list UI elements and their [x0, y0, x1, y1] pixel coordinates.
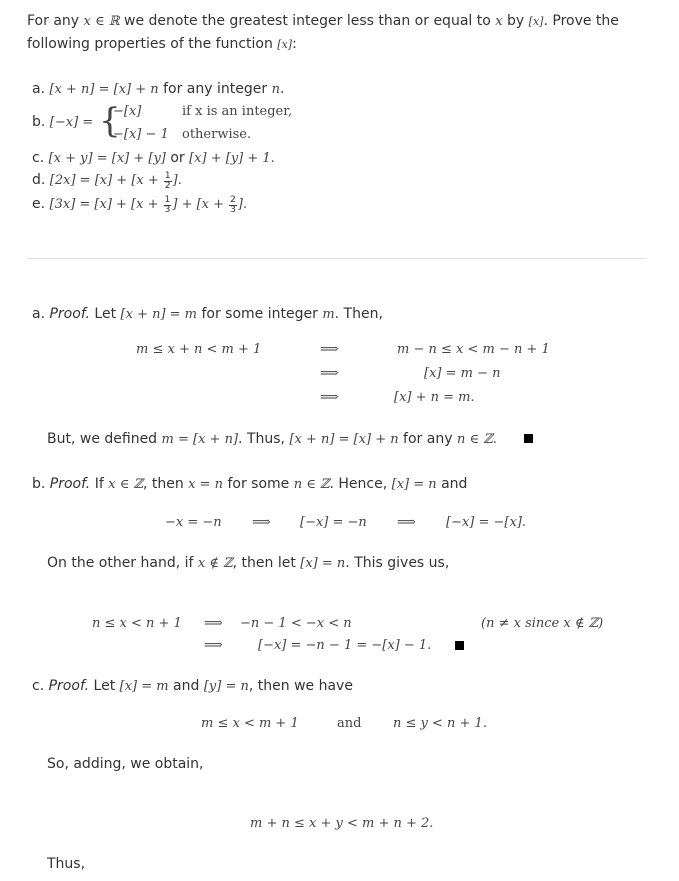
property-b-label: [32, 114, 93, 130]
list-label: b.: [32, 476, 50, 492]
denominator: 3: [230, 205, 236, 216]
math-expression: x ∉ ℤ: [197, 556, 233, 571]
proof-text: But, we defined: [47, 431, 162, 447]
implies-arrow: ⟹: [204, 616, 223, 631]
proof-text: , then let: [232, 555, 301, 571]
math-expression: n ∈ ℤ.: [456, 432, 497, 447]
implies-arrow: ⟹: [397, 515, 416, 530]
section-divider: [27, 258, 647, 259]
fraction: [164, 196, 172, 215]
proof-word: Proof.: [49, 476, 91, 492]
list-label: a.: [32, 306, 50, 322]
math-inequality: m ≤ x + n < m + 1: [136, 342, 262, 357]
math-expression: [x + n] = m: [120, 307, 198, 322]
math-inequality: −n − 1 < −x < n: [240, 616, 352, 631]
math-x-in-reals: x ∈ ℝ: [83, 14, 120, 29]
math-annotation: (n ≠ x since x ∉ ℤ): [481, 616, 604, 631]
list-label: e.: [32, 196, 50, 212]
qed-square: [524, 434, 533, 443]
property-text: for any integer: [158, 81, 272, 97]
case-expression: −[x]: [113, 104, 142, 119]
proof-text: , then we have: [248, 678, 353, 694]
implies-arrow: ⟹: [204, 638, 223, 653]
math-equation: [x] = m − n: [424, 366, 501, 381]
implies-arrow: ⟹: [252, 515, 271, 530]
math-expression: ].: [237, 197, 248, 212]
intro-text: following properties of the function: [27, 36, 278, 52]
proof-a-intro: [32, 306, 383, 322]
proof-text: Let: [89, 306, 121, 322]
list-label: d.: [32, 172, 50, 188]
math-floor-x: [x]: [528, 15, 544, 28]
intro-text: by: [502, 13, 529, 29]
denominator: 2: [164, 181, 171, 192]
denominator: 3: [164, 205, 171, 216]
math-x: x: [495, 14, 503, 29]
proof-b-other-hand: [47, 555, 449, 571]
math-equation: −x = −n: [165, 515, 222, 530]
math-expression: x ∈ ℤ: [108, 477, 143, 492]
proof-text: . Thus,: [238, 431, 290, 447]
math-expression: [y] = n: [203, 679, 249, 694]
math-equation: [x] + n = m.: [394, 390, 475, 405]
proof-text: . Then,: [334, 306, 383, 322]
math-inequality: n ≤ y < n + 1.: [393, 716, 487, 731]
proof-text: . Hence,: [329, 476, 392, 492]
proof-text: So, adding, we obtain,: [47, 756, 204, 772]
fraction: [229, 196, 237, 215]
proof-c-intro: [32, 678, 353, 694]
math-n: n: [271, 82, 280, 97]
math-expression: [x] = m: [119, 679, 169, 694]
property-a: [32, 81, 284, 97]
math-inequality: m ≤ x < m + 1: [201, 716, 299, 731]
list-label: c.: [32, 150, 49, 166]
proof-text: and: [168, 678, 204, 694]
proof-text: for some integer: [197, 306, 323, 322]
numerator: 1: [164, 195, 171, 206]
intro-text: :: [292, 36, 297, 52]
proof-a-conclusion: [47, 431, 497, 447]
math-floor-x: [x]: [277, 38, 293, 51]
proof-text: If: [90, 476, 109, 492]
math-expression: [x] = n: [300, 556, 346, 571]
intro-text: For any: [27, 13, 84, 29]
proof-text: for any: [398, 431, 457, 447]
proof-text: , then: [142, 476, 189, 492]
proof-text: . This gives us,: [345, 555, 450, 571]
implies-arrow: ⟹: [320, 366, 339, 381]
proof-word: Proof.: [48, 678, 90, 694]
math-expression: m = [x + n]: [161, 432, 239, 447]
intro-line-2: [27, 36, 297, 52]
math-equation: [−x] = −n − 1 = −[x] − 1.: [258, 638, 432, 653]
math-expression: x = n: [188, 477, 224, 492]
math-m: m: [322, 307, 335, 322]
math-expression: [x + y] = [x] + [y]: [48, 151, 166, 166]
math-expression: ] + [x +: [172, 197, 229, 212]
qed-square: [455, 641, 464, 650]
list-label: c.: [32, 678, 49, 694]
proof-b-intro: [32, 476, 467, 492]
intro-text: we denote the greatest integer less than or equal to: [119, 13, 496, 29]
proof-text: for some: [223, 476, 294, 492]
case-condition: otherwise.: [182, 127, 252, 142]
proof-text: Let: [89, 678, 120, 694]
math-expression: ].: [172, 173, 182, 188]
case-expression: −[x] − 1: [113, 127, 169, 142]
math-expression: [x + n] = [x] + n: [49, 82, 159, 97]
property-text: or: [165, 150, 190, 166]
property-c: [32, 150, 275, 166]
implies-arrow: ⟹: [320, 390, 339, 405]
list-label: a.: [32, 81, 50, 97]
conjunction: and: [337, 716, 362, 731]
math-inequality: m − n ≤ x < m − n + 1: [397, 342, 550, 357]
math-equation: [−x] = −[x].: [446, 515, 527, 530]
math-expression: n ∈ ℤ: [293, 477, 330, 492]
math-inequality: n ≤ x < n + 1: [92, 616, 182, 631]
numerator: 1: [164, 171, 171, 182]
property-e: [32, 196, 247, 215]
intro-text: . Prove the: [543, 13, 619, 29]
numerator: 2: [230, 195, 236, 206]
math-expression: [3x] = [x] + [x +: [49, 197, 163, 212]
case-condition: if x is an integer,: [182, 104, 293, 119]
property-d: [32, 172, 182, 191]
math-expression: [x] + [y] + 1.: [189, 151, 275, 166]
proof-text: Thus,: [47, 856, 86, 872]
property-text: .: [279, 81, 285, 97]
cases-brace: {: [99, 101, 121, 141]
math-expression: [x + n] = [x] + n: [289, 432, 399, 447]
fraction: [164, 172, 172, 191]
proof-word: Proof.: [49, 306, 90, 322]
math-expression: [2x] = [x] + [x +: [49, 173, 163, 188]
math-inequality: m + n ≤ x + y < m + n + 2.: [250, 816, 434, 831]
proof-text: and: [436, 476, 468, 492]
math-expression: [x] = n: [391, 477, 437, 492]
intro-line-1: [27, 13, 619, 29]
math-equation: [−x] = −n: [300, 515, 367, 530]
implies-arrow: ⟹: [320, 342, 339, 357]
math-expression: [−x] =: [49, 115, 94, 130]
proof-text: On the other hand, if: [47, 555, 198, 571]
list-label: b.: [32, 114, 50, 130]
